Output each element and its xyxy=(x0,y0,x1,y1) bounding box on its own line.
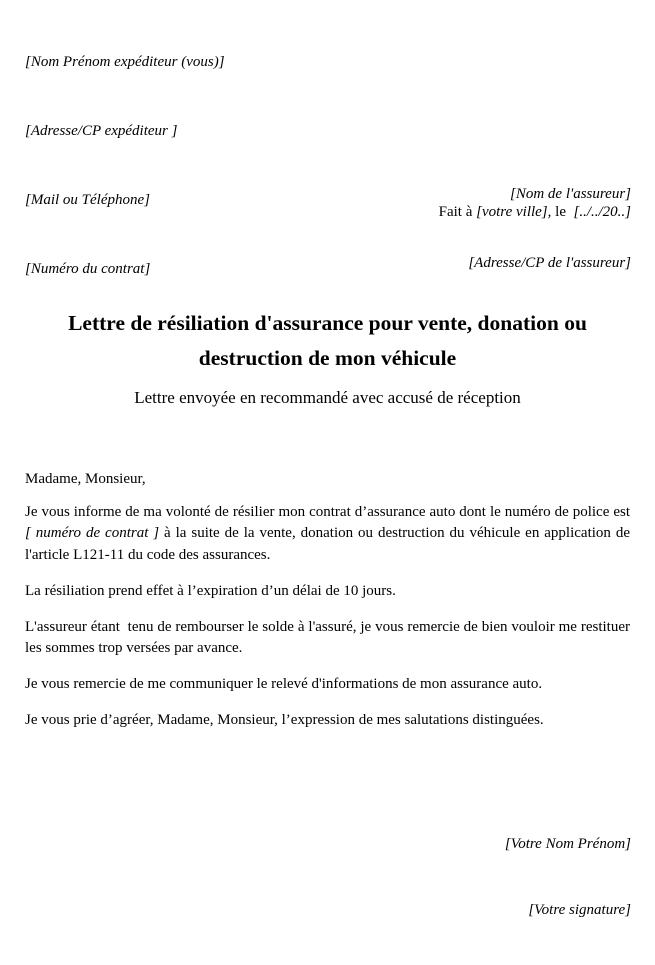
paragraph-effective-delay: La résiliation prend effet à l’expiration d’un délai de 10 jours. xyxy=(25,582,396,599)
sender-name-line: [Nom Prénom expéditeur (vous)] xyxy=(25,54,225,70)
letter-subtitle: Lettre envoyée en recommandé avec accusé de réception xyxy=(134,388,521,407)
letter-title: Lettre de résiliation d'assurance pour vente, donation ou destruction de mon véhicule xyxy=(68,311,587,370)
signature-block xyxy=(505,789,631,965)
letter-body xyxy=(25,469,630,746)
recipient-address-block xyxy=(468,137,631,321)
signature-placeholder: [Votre signature] xyxy=(528,902,631,918)
paragraph-closing-formula: Je vous prie d’agréer, Madame, Monsieur, l’expression de mes salutations distinguées. xyxy=(25,712,544,728)
date-placeholder: [../../20..] xyxy=(569,204,631,220)
city-placeholder: [votre ville], xyxy=(476,204,552,220)
date-mid: le xyxy=(551,204,570,220)
paragraph-termination-request xyxy=(25,502,630,567)
insurer-address-line: [Adresse/CP de l'assureur] xyxy=(468,255,631,271)
title-block xyxy=(18,306,637,409)
insurer-name-line: [Nom de l'assureur] xyxy=(510,186,631,202)
sender-address-line: [Adresse/CP expéditeur ] xyxy=(25,123,178,139)
sender-contract-number-line: [Numéro du contrat] xyxy=(25,261,151,277)
contract-number-placeholder: [ numéro de contrat ] xyxy=(25,525,160,541)
paragraph-refund-request: L'assureur étant tenu de rembourser le solde à l'assuré, je vous remercie de bien vouloir me restituer les sommes trop versées par avance. xyxy=(25,618,630,656)
p1-text-before: Je vous informe de ma volonté de résilier mon contrat d’assurance auto dont le numéro de police est xyxy=(25,503,630,520)
date-prefix: Fait à xyxy=(438,204,477,220)
place-date-line xyxy=(439,201,631,223)
salutation: Madame, Monsieur, xyxy=(25,471,146,487)
signature-name-placeholder: [Votre Nom Prénom] xyxy=(504,836,631,852)
p1-text-after: à la suite de la vente, donation ou destruction du véhicule en application de l'article L121-11 du code des assurances. xyxy=(25,525,630,563)
sender-contact-line: [Mail ou Téléphone] xyxy=(25,192,150,208)
paragraph-information-statement: Je vous remercie de me communiquer le relevé d'informations de mon assurance auto. xyxy=(25,676,543,692)
sender-address-block xyxy=(25,5,225,327)
